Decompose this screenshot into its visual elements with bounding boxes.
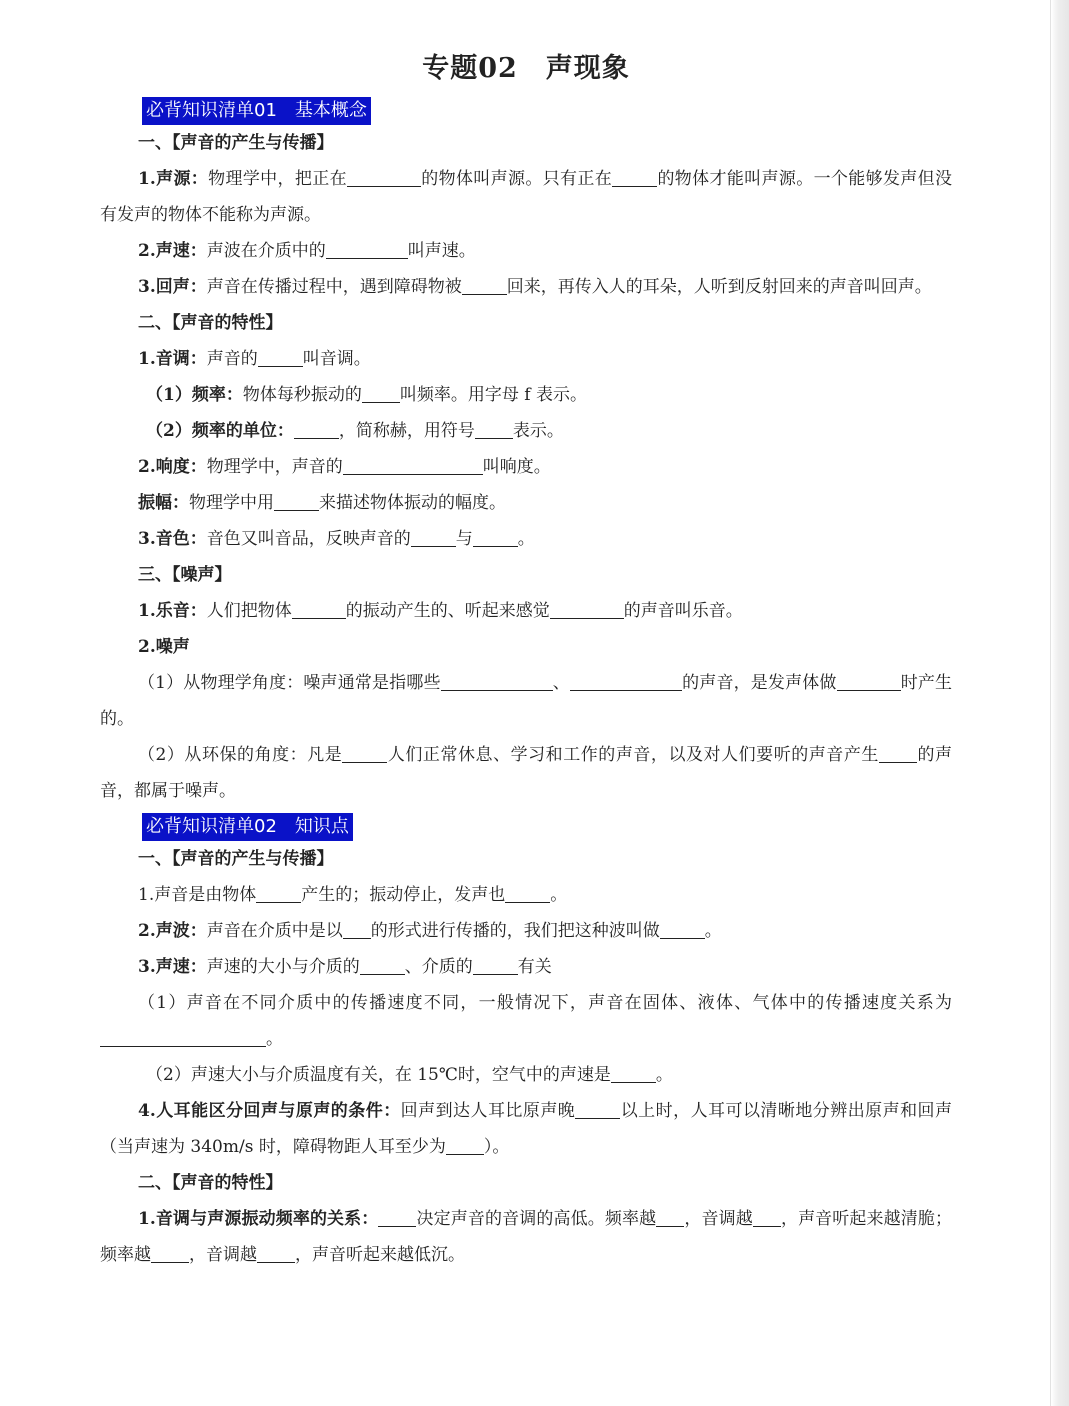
blank[interactable] xyxy=(879,744,917,763)
item-noise: 2.噪声 xyxy=(138,637,190,657)
item-speed-media: （1）声音在不同介质中的传播速度不同，一般情况下，声音在固体、液体、气体中的传播速度关系为。 xyxy=(100,985,952,1057)
item-pitch: 1.音调：声音的 叫音调。 xyxy=(138,349,371,369)
blank[interactable] xyxy=(660,920,705,939)
item-sound-source: 1.声源：物理学中，把正在 的物体叫声源。只有正在 的物体才能叫声源。一个能够发声但没有发声的物体不能称为声源。 xyxy=(100,169,953,225)
blank[interactable] xyxy=(570,672,682,691)
blank[interactable] xyxy=(343,456,483,475)
item-noise-environment: （2）从环保的角度：凡是 人们正常休息、学习和工作的声音，以及对人们要听的声音产生 的声音，都属于噪声。 xyxy=(100,745,953,801)
blank[interactable] xyxy=(473,956,518,975)
item-echo: 3.回声：声音在传播过程中，遇到障碍物被 回来，再传入人的耳朵，人听到反射回来的声音叫回声。 xyxy=(138,277,932,297)
blank[interactable] xyxy=(446,1136,484,1155)
blank[interactable] xyxy=(611,1064,656,1083)
page-title: 专题02 声现象 xyxy=(422,53,630,84)
item-loudness: 2.响度：物理学中，声音的 叫响度。 xyxy=(138,457,551,477)
page-edge-shadow xyxy=(1050,0,1069,1406)
heading-sound-properties: 二、【声音的特性】 xyxy=(138,313,283,333)
blank[interactable] xyxy=(550,600,624,619)
blank[interactable] xyxy=(378,1208,416,1227)
blank[interactable] xyxy=(753,1208,781,1227)
blank[interactable] xyxy=(612,168,657,187)
item-pitch-frequency: 1.音调与声源振动频率的关系： 决定声音的音调的高低。频率越 ，音调越 ，声音听起来越清脆；频率越 ，音调越 ，声音听起来越低沉。 xyxy=(100,1209,953,1265)
section-banner-02: 必背知识清单02 知识点 xyxy=(142,813,353,841)
blank[interactable] xyxy=(462,276,507,295)
item-noise-physics: （1）从物理学角度：噪声通常是指哪些 、 的声音，是发声体做 时产生的。 xyxy=(100,673,953,729)
blank[interactable] xyxy=(347,168,421,187)
blank[interactable] xyxy=(475,420,513,439)
blank[interactable] xyxy=(258,348,303,367)
item-sound-speed-2: 3.声速：声速的大小与介质的 、介质的 有关 xyxy=(138,957,552,977)
blank[interactable] xyxy=(441,672,553,691)
blank[interactable] xyxy=(294,420,339,439)
item-frequency-unit: （2）频率的单位： ，简称赫，用符号 表示。 xyxy=(146,421,564,441)
heading-sound-production: 一、【声音的产生与传播】 xyxy=(138,133,334,153)
blank[interactable] xyxy=(343,920,371,939)
blank[interactable] xyxy=(360,956,405,975)
blank[interactable] xyxy=(100,1028,266,1047)
document-body xyxy=(100,46,952,1273)
blank[interactable] xyxy=(257,1244,295,1263)
blank[interactable] xyxy=(837,672,901,691)
blank[interactable] xyxy=(362,384,400,403)
section-banner-01: 必背知识清单01 基本概念 xyxy=(142,97,371,125)
heading-noise: 三、【噪声】 xyxy=(138,565,232,585)
blank[interactable] xyxy=(151,1244,189,1263)
blank[interactable] xyxy=(656,1208,684,1227)
item-sound-speed: 2.声速：声波在介质中的 叫声速。 xyxy=(138,241,476,261)
item-vibration: 1.声音是由物体 产生的；振动停止，发声也 。 xyxy=(138,885,568,905)
heading-sound-production-2: 一、【声音的产生与传播】 xyxy=(138,849,334,869)
blank[interactable] xyxy=(326,240,408,259)
item-speed-temperature: （2）声速大小与介质温度有关，在 15℃时，空气中的声速是 。 xyxy=(146,1065,673,1085)
blank[interactable] xyxy=(575,1100,620,1119)
blank[interactable] xyxy=(342,744,387,763)
item-sound-wave: 2.声波：声音在介质中是以 的形式进行传播的，我们把这种波叫做 。 xyxy=(138,921,722,941)
blank[interactable] xyxy=(473,528,518,547)
blank[interactable] xyxy=(256,884,301,903)
heading-sound-properties-2: 二、【声音的特性】 xyxy=(138,1173,283,1193)
blank[interactable] xyxy=(411,528,456,547)
blank[interactable] xyxy=(274,492,319,511)
item-echo-condition: 4.人耳能区分回声与原声的条件：回声到达人耳比原声晚 以上时，人耳可以清晰地分辨出原声和回声（当声速为 340m/s 时，障碍物距人耳至少为 ）。 xyxy=(100,1101,953,1157)
blank[interactable] xyxy=(505,884,550,903)
item-frequency: （1）频率：物体每秒振动的 叫频率。用字母 f 表示。 xyxy=(146,385,587,405)
item-timbre: 3.音色：音色又叫音品，反映声音的 与 。 xyxy=(138,529,535,549)
item-musical-sound: 1.乐音：人们把物体 的振动产生的、听起来感觉 的声音叫乐音。 xyxy=(138,601,743,621)
item-amplitude: 振幅：物理学中用 来描述物体振动的幅度。 xyxy=(138,493,506,513)
blank[interactable] xyxy=(292,600,346,619)
